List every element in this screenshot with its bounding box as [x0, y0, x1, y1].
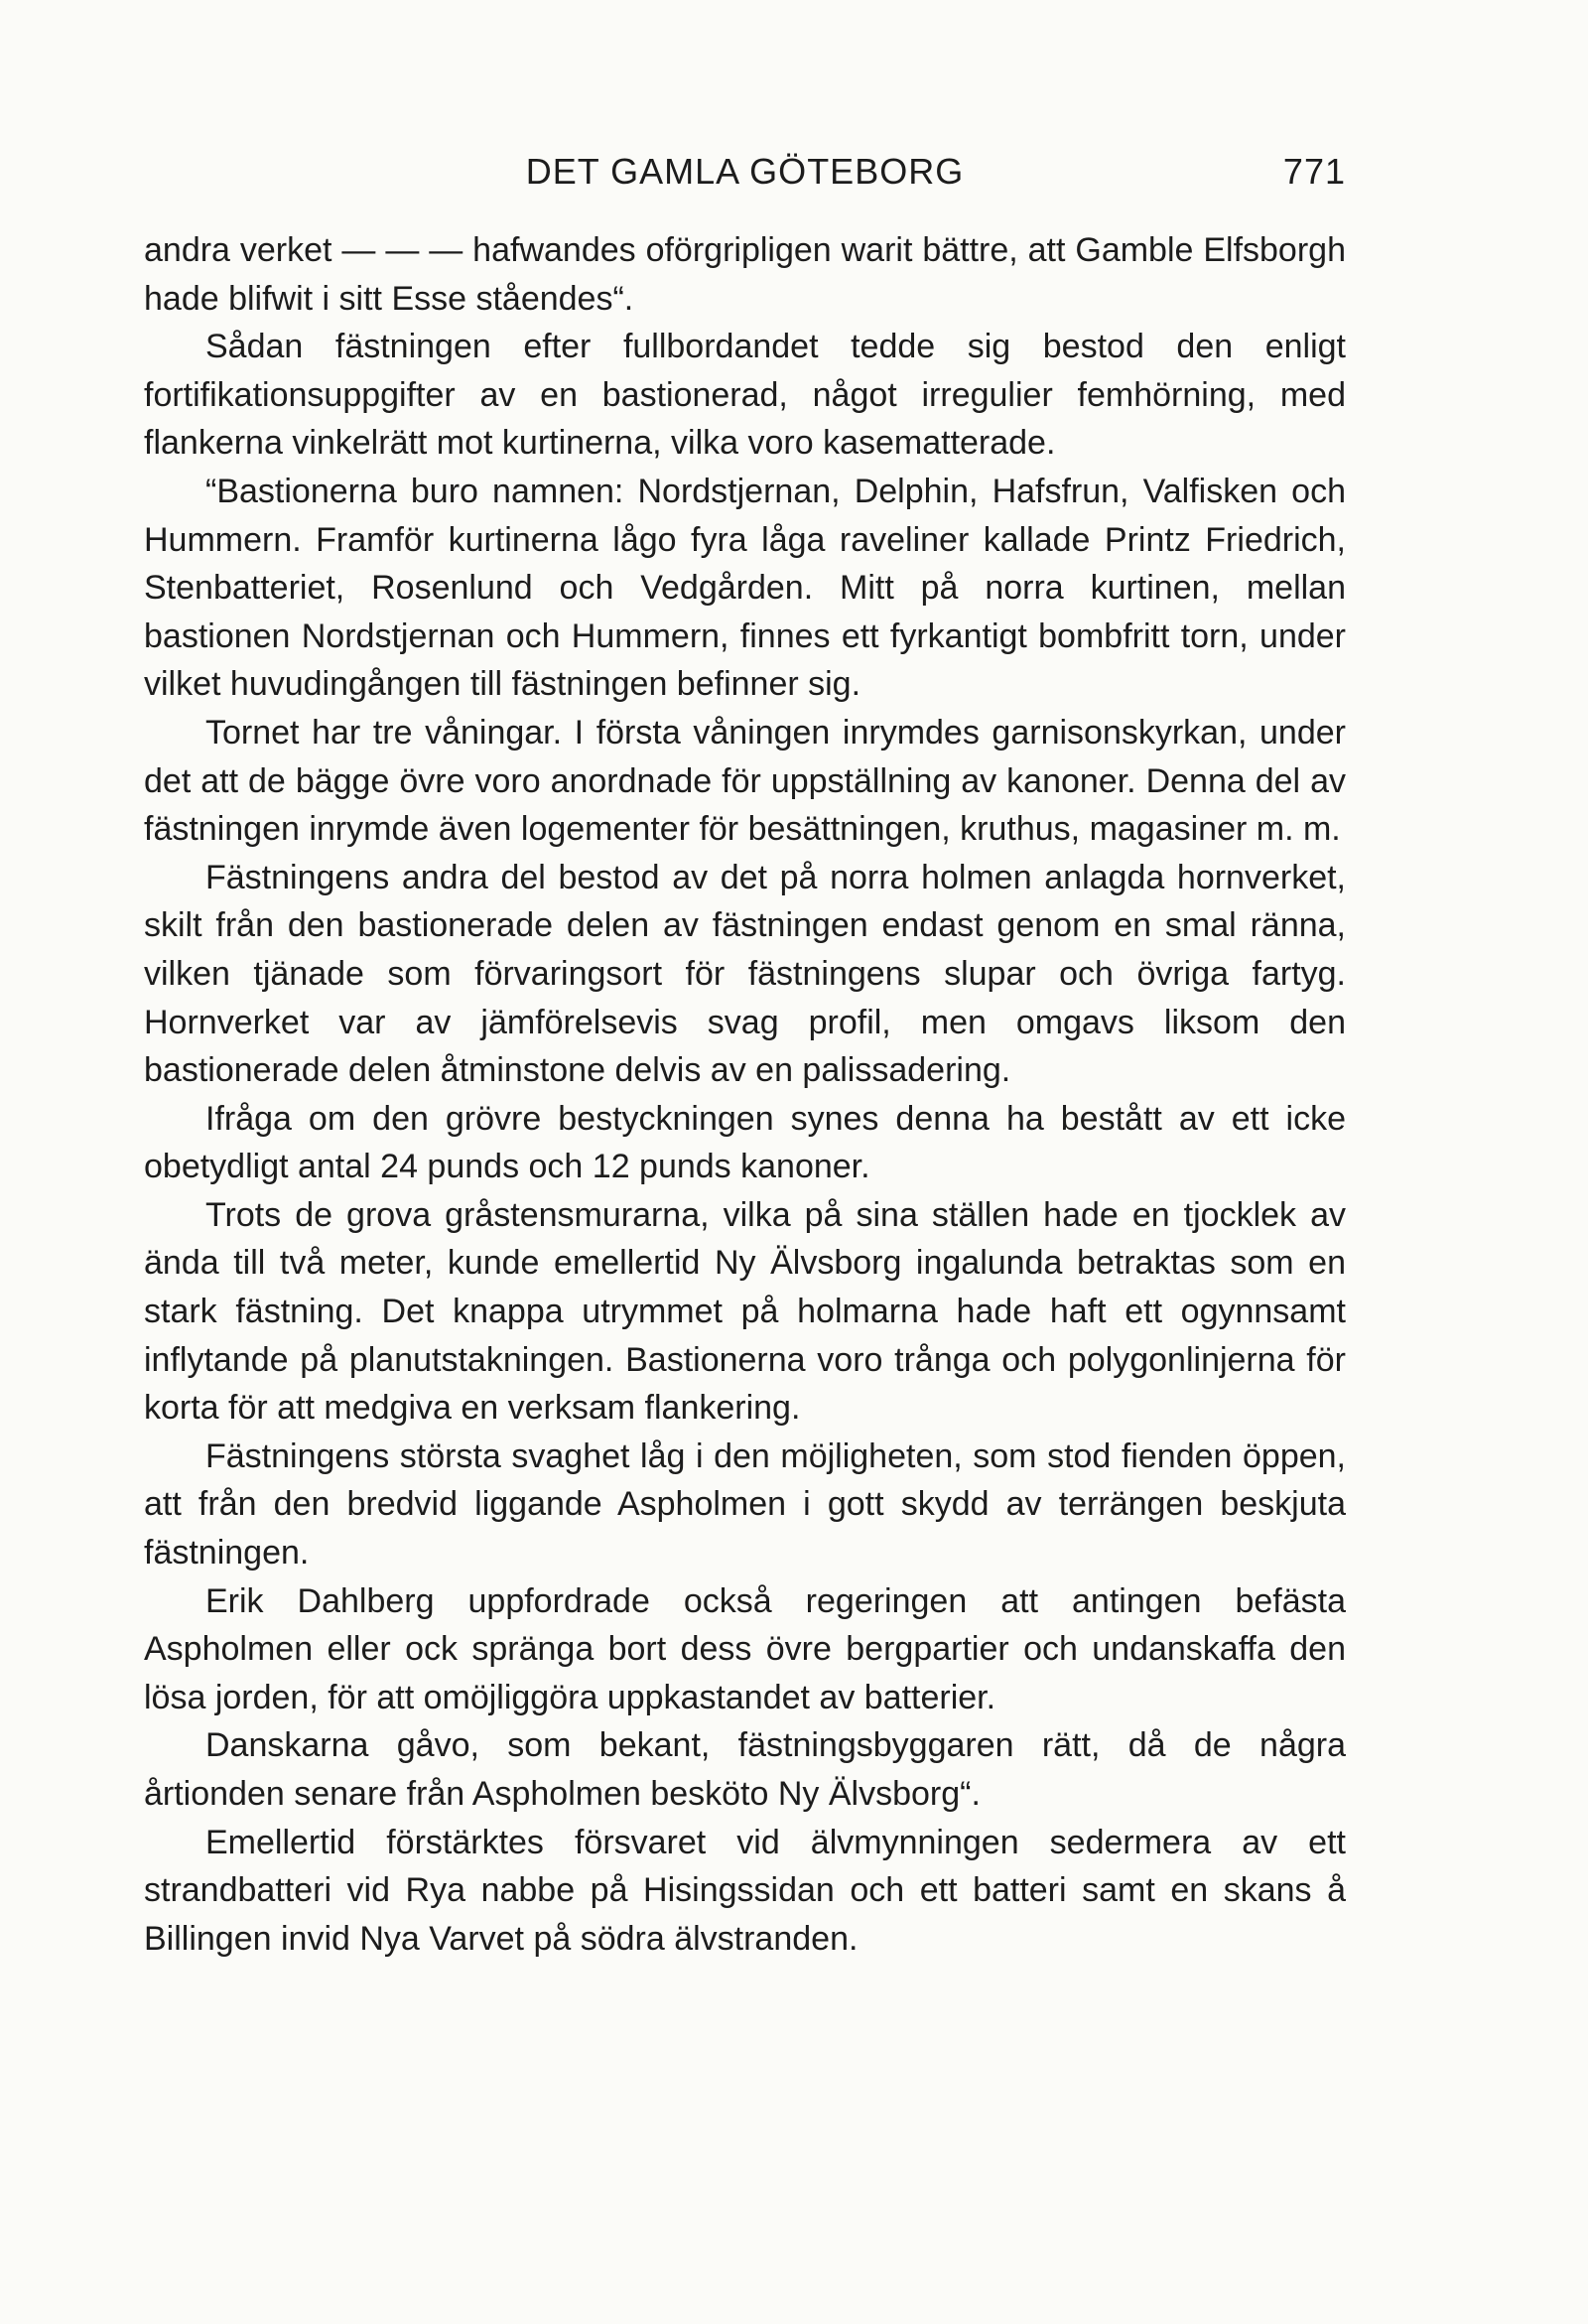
paragraph: Danskarna gåvo, som bekant, fästningsbyggaren rätt, då de några årtionden senare från Aspholmen besköto Ny Älvsborg“. [144, 1726, 1346, 1813]
paragraph: “Bastionerna buro namnen: Nordstjernan, Delphin, Hafsfrun, Valfisken och Hummern. Framför kurtinerna lågo fyra låga raveliner kallade Printz Friedrich, Stenbatteriet, Rosenlund och Vedgården. Mitt på norra kurtinen, mellan bastionen Nordstjernan och Hummern, finnes ett fyrkantigt bombfritt torn, under vilket huvudingången till fästningen befinner sig. [144, 472, 1346, 704]
paragraph: Trots de grova gråstensmurarna, vilka på sina ställen hade en tjocklek av ända till två meter, kunde emellertid Ny Älvsborg ingalunda betraktas som en stark fästning. Det knappa utrymmet på holmarna hade haft ett ogynnsamt inflytande på planutstakningen. Bastionerna voro trånga och polygonlinjerna för korta för att medgiva en verksam flankering. [144, 1195, 1346, 1428]
paragraph: Sådan fästningen efter fullbordandet tedde sig bestod den enligt fortifikationsuppgifter av en bastionerad, något irregulier femhörning, med flankerna vinkelrätt mot kurtinerna, vilka voro kasematterade. [144, 328, 1346, 463]
paragraph: andra verket — — — hafwandes oförgripligen warit bättre, att Gamble Elfsborgh hade blifwit i sitt Esse ståendes“. [144, 231, 1346, 318]
paragraph: Fästningens andra del bestod av det på norra holmen anlagda hornverket, skilt från den bastionerade delen av fästningen endast genom en smal ränna, vilken tjänade som förvaringsort för fästningens slupar och övriga fartyg. Hornverket var av jämförelsevis svag profil, men omgavs liksom den bastionerade delen åtminstone delvis av en palissadering. [144, 858, 1346, 1090]
running-title: DET GAMLA GÖTEBORG [525, 151, 965, 192]
paragraph: Tornet har tre våningar. I första våningen inrymdes garnisonskyrkan, under det att de bägge övre voro anordnade för uppställning av kanoner. Denna del av fästningen inrymde även logementer för besättningen, kruthus, magasiner m. m. [144, 713, 1346, 849]
paragraph: Emellertid förstärktes försvaret vid älvmynningen sedermera av ett strandbatteri vid Rya nabbe på Hisingssidan och ett batteri samt en skans å Billingen invid Nya Varvet på södra älvstranden. [144, 1823, 1346, 1958]
page-number: 771 [1282, 151, 1346, 192]
body-text [144, 226, 1346, 1963]
paragraph: Ifråga om den grövre bestyckningen synes denna ha bestått av ett icke obetydligt antal 24 punds och 12 punds kanoner. [144, 1099, 1346, 1186]
page-header [144, 147, 1346, 197]
paragraph: Fästningens största svaghet låg i den möjligheten, som stod fienden öppen, att från den bredvid liggande Aspholmen i gott skydd av terrängen beskjuta fästningen. [144, 1436, 1346, 1572]
paragraph: Erik Dahlberg uppfordrade också regeringen att antingen befästa Aspholmen eller ock spränga bort dess övre bergpartier och undanskaffa den lösa jorden, för att omöjliggöra uppkastandet av batterier. [144, 1581, 1346, 1716]
